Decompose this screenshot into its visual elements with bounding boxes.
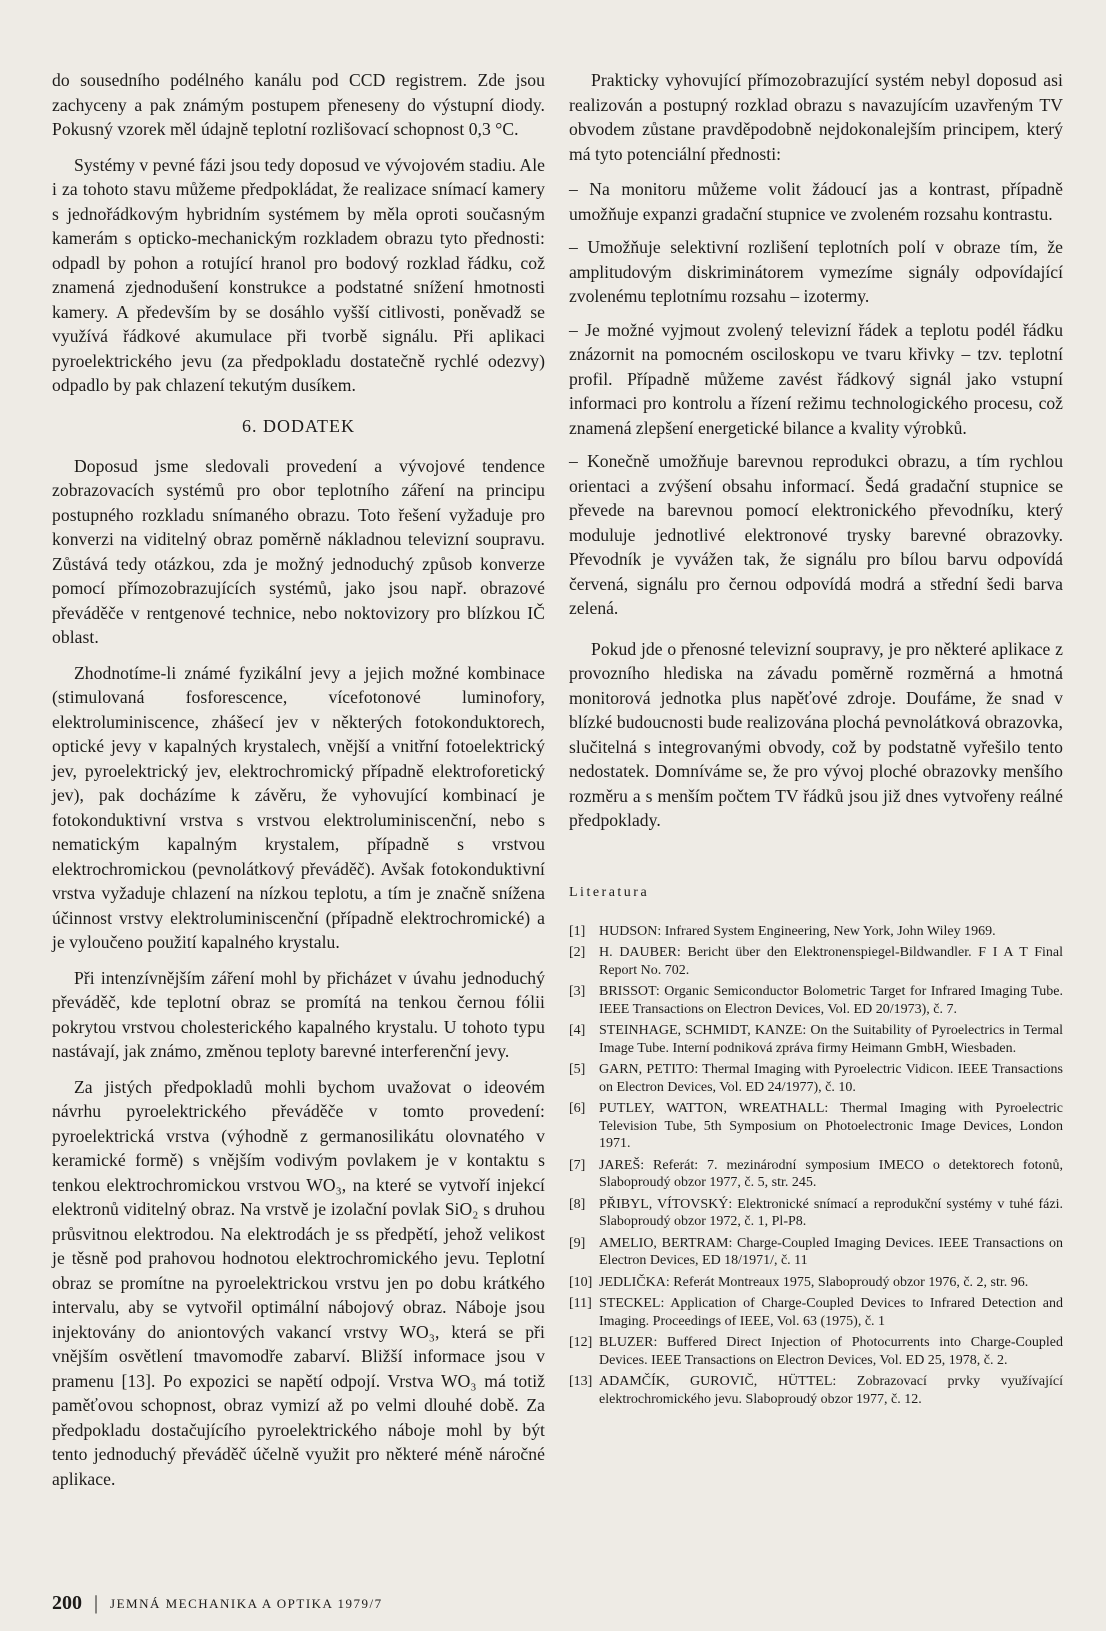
- reference-item: [569, 1373, 1063, 1408]
- reference-text: JEDLIČKA: Referát Montreaux 1975, Slaboproudý obzor 1976, č. 2, str. 96.: [599, 1274, 1029, 1290]
- page-number: 200: [52, 1592, 82, 1614]
- reference-number: [7]: [569, 1157, 586, 1173]
- literature-title: Literatura: [569, 884, 650, 900]
- paragraph: Zhodnotíme-li známé fyzikální jevy a jejich možné kombinace (stimulovaná fosforescence, vícefotonové luminofory, elektroluminiscence, zhášecí jev v některých fotokonduktorech, optické jevy v kapalných krystalech, vnější a vnitřní fotoelektrický jev, pyroelektrický jev, elektrochromický případně elektroforetický jev), pak docházíme k závěru, že vyhovující kombinací je fotokonduktivní vrstva s vrstvou elektroluminiscenční, nebo s nematickým kapalným krystalem, případně s vrstvou elektrochromickou (pevnolátkový převáděč). Avšak fotokonduktivní vrstva vyžaduje chlazení na nízkou teplotu, a tím je značně snížena účinnost vrstvy elektroluminiscenční (případně elektrochromické) a je vyloučeno použití kapalného krystalu.: [52, 662, 545, 952]
- reference-text: HUDSON: Infrared System Engineering, New York, John Wiley 1969.: [599, 923, 996, 939]
- reference-number: [4]: [569, 1023, 586, 1038]
- reference-item: [569, 1274, 1063, 1292]
- reference-number: [10]: [569, 1274, 593, 1290]
- reference-text: JAREŠ: Referát: 7. mezinárodní symposium IMECO o detektorech fotonů, Slaboproudý obzor 1977, č. 5, str. 245.: [599, 1157, 1063, 1190]
- reference-item: [569, 1334, 1063, 1369]
- paragraph: Za jistých předpokladů mohli bychom uvažovat o ideovém návrhu pyroelektrického převáděče v tomto provedení: pyroelektrická vrstva (výhodně z germanosilikátu olovnatého v keramické formě) s vnějším vodivým povlakem je v kontaktu s tenkou elektrochromickou vrstvou WO₃, na které se vytvoří injekcí elektronů viditelný obraz. Na vrstvě je izolační povlak SiO₂ s druhou průsvitnou elektrodou. Na elektrodách je ss předpětí, jehož velikost je těsně pod prahovou hodnotou elektrochromického jevu. Teplotní obraz se promítne na pyroelektrickou vrstvu jen po dobu krátkého intervalu, aby se vytvořil optimální nábojový obraz. Náboje jsou injektovány do aniontových vakancí vrstvy WO₃, která se při vnějším osvětlení tmavomodře zabarví. Bližší informace jsou v pramenu [13]. Po expozici se napětí odpojí. Vrstva WO₃ má totiž paměťovou schopnost, obraz vymizí až po velmi dlouhé době. Za předpokladu dostačujícího pyroelektrického náboje mohl by být tento jednoduchý převáděč účelně využit pro některé méně náročné aplikace.: [52, 1076, 545, 1489]
- paragraph: do sousedního podélného kanálu pod CCD registrem. Zde jsou zachyceny a pak známým postupem přeneseny do výstupní diody. Pokusný vzorek měl údajně teplotní rozlišovací schopnost 0,3 °C.: [52, 70, 545, 139]
- reference-item: [569, 1196, 1063, 1231]
- reference-text: H. DAUBER: Bericht über den Elektronenspiegel-Bildwandler. F I A T Final Report No. 702.: [599, 945, 1063, 978]
- reference-number: [1]: [569, 923, 586, 939]
- reference-item: [569, 1157, 1063, 1192]
- paragraph: Pokud jde o přenosné televizní soupravy, je pro některé aplikace z provozního hlediska na závadu poměrně rozměrná a hmotná monitorová jednotka plus napěťové zdroje. Doufáme, že snad v blízké budoucnosti bude realizována plochá pevnolátková obrazovka, slučitelná s integrovanými obvody, což by podstatně vyřešilo tento nedostatek. Domníváme se, že pro vývoj ploché obrazovky menšího rozměru a s menším počtem TV řádků jsou již dnes vytvořeny reálné předpoklady.: [569, 638, 1063, 830]
- left-column: [52, 68, 545, 1502]
- reference-item: [569, 944, 1063, 979]
- reference-text: ADAMČÍK, GUROVIČ, HÜTTEL: Zobrazovací prvky využívající elektrochromického jevu. Slaboproudý obzor 1977, č. 12.: [599, 1374, 1063, 1407]
- reference-text: GARN, PETITO: Thermal Imaging with Pyroelectric Vidicon. IEEE Transactions on Electron Devices, Vol. ED 24/1977), č. 10.: [599, 1062, 1063, 1095]
- reference-item: [569, 1022, 1063, 1057]
- reference-number: [8]: [569, 1196, 586, 1212]
- reference-item: [569, 923, 1063, 941]
- reference-number: [5]: [569, 1062, 586, 1077]
- reference-number: [9]: [569, 1235, 586, 1251]
- paragraph: Doposud jsme sledovali provedení a vývojové tendence zobrazovacích systémů pro obor teplotního záření na principu postupného rozkladu snímaného obrazu. Toto řešení vyžaduje pro konverzi na viditelný obraz poměrně nákladnou televizní soupravu. Zůstává tedy otázkou, zda je možný jednoduchý způsob konverze pomocí přímozobrazujících systémů, jako jsou např. obrazové převáděče v rentgenové technice, nebo noktovizory pro blízkou IČ oblast.: [52, 455, 545, 647]
- reference-number: [3]: [569, 984, 586, 999]
- list-item: – Umožňuje selektivní rozlišení teplotních polí v obraze tím, že amplitudovým diskriminátorem vymezíme signály odpovídající zvolenému teplotnímu rozsahu – izotermy.: [569, 237, 1063, 306]
- paragraph: Při intenzívnějším záření mohl by přicházet v úvahu jednoduchý převáděč, kde teplotní obraz se promítá na tenkou černou fólii pokrytou vrstvou cholesterického kapalného krystalu. U tohoto typu nastávají, jak známo, změnou teploty barevné interferenční jevy.: [52, 967, 545, 1061]
- reference-item: [569, 1100, 1063, 1153]
- paragraph: Prakticky vyhovující přímozobrazující systém nebyl doposud asi realizován a postupný rozklad obrazu s navazujícím uzavřeným TV obvodem zůstane pravděpodobně nejdokonalejším principem, který má tyto potenciální přednosti:: [569, 70, 1063, 164]
- reference-number: [2]: [569, 945, 586, 960]
- right-column: [569, 68, 1063, 1412]
- reference-item: [569, 1235, 1063, 1270]
- reference-text: PUTLEY, WATTON, WREATHALL: Thermal Imaging with Pyroelectric Television Tube, 5th Symposium on Photoelectronic Image Devices, London 1971.: [599, 1101, 1063, 1151]
- reference-number: [12]: [569, 1335, 593, 1350]
- reference-text: BRISSOT: Organic Semiconductor Bolometric Target for Infrared Imaging Tube. IEEE Transactions on Electron Devices, Vol. ED 20/1973), č. 7.: [599, 984, 1063, 1017]
- reference-number: [11]: [569, 1296, 592, 1311]
- reference-text: STEINHAGE, SCHMIDT, KANZE: On the Suitability of Pyroelectrics in Termal Image Tube. Interní podniková zpráva firmy Heimann GmbH, Wiesbaden.: [599, 1023, 1063, 1056]
- list-item: – Je možné vyjmout zvolený televizní řádek a teplotu podél řádku znázornit na pomocném osciloskopu ve tvaru křivky – tzv. teplotní profil. Případně můžeme zavést řádkový signál jako vstupní informaci pro kontrolu a řízení režimu technologického procesu, což znamená zlepšení energetické bilance a kvality výrobků.: [569, 319, 1063, 438]
- reference-item: [569, 1061, 1063, 1096]
- reference-list: [569, 923, 1063, 1409]
- reference-text: AMELIO, BERTRAM: Charge-Coupled Imaging Devices. IEEE Transactions on Electron Devices, ED 18/1971/, č. 11: [599, 1235, 1063, 1268]
- reference-text: STECKEL: Application of Charge-Coupled Devices to Infrared Detection and Imaging. Proceedings of IEEE, Vol. 63 (1975), č. 1: [599, 1296, 1063, 1329]
- section-heading: 6. DODATEK: [242, 415, 355, 436]
- list-item: – Na monitoru můžeme volit žádoucí jas a kontrast, případně umožňuje expanzi gradační stupnice ve zvoleném rozsahu kontrastu.: [569, 179, 1063, 224]
- page-footer: [52, 1592, 383, 1615]
- reference-number: [6]: [569, 1101, 586, 1116]
- reference-text: BLUZER: Buffered Direct Injection of Photocurrents into Charge-Coupled Devices. IEEE Transactions on Electron Devices, Vol. ED 25, 1978, č. 2.: [599, 1335, 1063, 1368]
- paragraph: Systémy v pevné fázi jsou tedy doposud ve vývojovém stadiu. Ale i za tohoto stavu můžeme předpokládat, že realizace snímací kamery s jednořádkovým hybridním systémem by měla oproti současným kamerám s opticko-mechanickým rozkladem obrazu tyto přednosti: odpadl by pohon a rotující hranol pro bodový rozklad řádku, což znamená zjednodušení konstrukce a podstatné snížení hmotnosti kamery. A především by se dosáhlo vyšší citlivosti, poněvadž se využívá řádkové akumulace při tvorbě signálu. Při aplikaci pyroelektrického jevu (za předpokladu dostatečně rychlé odezvy) odpadlo by pak chlazení tekutým dusíkem.: [52, 154, 545, 395]
- reference-text: PŘIBYL, VÍTOVSKÝ: Elektronické snímací a reprodukční systémy v tuhé fázi. Slaboproudý obzor 1972, č. 1, Pl-P8.: [599, 1196, 1063, 1229]
- reference-number: [13]: [569, 1374, 593, 1389]
- reference-item: [569, 1295, 1063, 1330]
- footer-separator: |: [94, 1592, 99, 1614]
- reference-item: [569, 983, 1063, 1018]
- list-item: – Konečně umožňuje barevnou reprodukci obrazu, a tím rychlou orientaci a zvýšení obsahu informací. Šedá gradační stupnice se převede na barevnou pomocí elektronického převodníku, který moduluje jednotlivé elektronové trysky barevné obrazovky. Převodník je vyvážen tak, že signálu pro bílou barvu odpovídá červená, signálu pro černou odpovídá modrá a střední šedi barva zelená.: [569, 451, 1063, 618]
- advantages-list: [569, 177, 1063, 621]
- journal-name: JEMNÁ MECHANIKA A OPTIKA 1979/7: [110, 1595, 383, 1611]
